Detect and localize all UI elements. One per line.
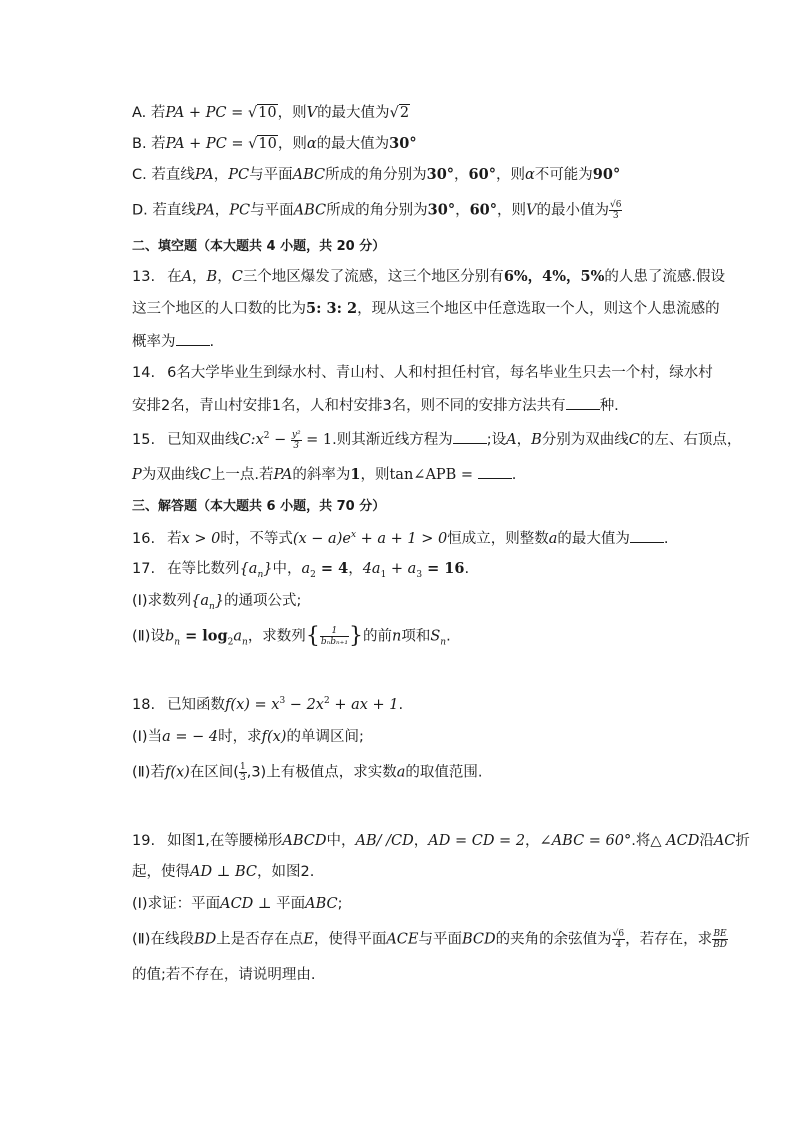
question-number: 19. bbox=[132, 833, 156, 849]
question-17-line-1: 17. 在等比数列$\{a_n\}$中，$a_2 = 4$，$4a_1 + a_3 = 16$. bbox=[132, 560, 470, 580]
question-number: 13. bbox=[132, 269, 156, 285]
question-18-part-2: (Ⅱ)若f(x)在区间( $\frac{1}{3}$ ,3)上有极值点，求实数a的取值范围. bbox=[132, 762, 483, 783]
fraction: $\frac{1}{\text{bₙbₙ₊₁}}$ bbox=[320, 626, 348, 647]
option-label: A. bbox=[132, 105, 147, 121]
section-heading-solutions: 三、解答题（本大题共 6 小题，共 70 分） bbox=[132, 499, 386, 514]
question-number: 14. bbox=[132, 365, 156, 381]
option-a: A. 若PA + PC = √10，则V的最大值为√2 bbox=[132, 105, 410, 121]
question-13-line-3: 概率为 . bbox=[132, 331, 692, 352]
option-label: D. bbox=[132, 202, 148, 219]
question-14-line-2: 安排2名，青山村安排1名，人和村安排3名，则不同的安排方法共有 种. bbox=[132, 395, 692, 416]
section-heading-fill-blank: 二、填空题（本大题共 4 小题，共 20 分） bbox=[132, 239, 386, 254]
question-15-line-2: P为双曲线C上一点.若PA的斜率为1，则tan∠APB = . bbox=[132, 466, 517, 483]
option-label: B. bbox=[132, 136, 147, 152]
question-18-line-1: 18. 已知函数$f(x) = x^3 - 2x^2$ + ax + 1. bbox=[132, 696, 404, 713]
option-c: C. 若直线PA，PC与平面ABC所成的角分别为30°，60°，则α不可能为90° bbox=[132, 166, 621, 183]
question-19-part-1: (Ⅰ)求证：平面ACD ⊥ 平面ABC; bbox=[132, 896, 343, 912]
fraction: $\frac{√6}{3}$ bbox=[610, 200, 622, 221]
question-18-part-1: (Ⅰ)当a = − 4时，求f(x)的单调区间; bbox=[132, 729, 364, 745]
question-13-line-1: 13. 在A，B，C三个地区爆发了流感，这三个地区分别有6%，4%，5%的人患了流感.假设 bbox=[132, 268, 726, 285]
option-label: C. bbox=[132, 167, 147, 183]
question-number: 17. bbox=[132, 561, 156, 577]
question-19-line-1: 19. 如图1,在等腰梯形ABCD中，AB/ /CD，AD = CD = 2，∠ABC = 60°.将△ ACD沿AC折 bbox=[132, 833, 750, 849]
question-number: 15. bbox=[132, 432, 156, 448]
fraction: $\frac{BE}{BD}$ bbox=[713, 929, 727, 950]
answer-blank bbox=[453, 429, 487, 444]
question-17-part-1: (Ⅰ)求数列$\{a_n\}$的通项公式; bbox=[132, 593, 302, 612]
question-19-part-2: (Ⅱ)在线段BD上是否存在点E，使得平面ACE与平面BCD的夹角的余弦值为 $\frac{√6}{4}$ ，若存在，求 $\frac{BE}{BD}$ bbox=[132, 929, 727, 950]
answer-blank bbox=[478, 464, 512, 479]
question-number: 16. bbox=[132, 531, 156, 547]
answer-blank bbox=[630, 528, 664, 543]
question-13-line-2: 这三个地区的人口数的比为5: 3: 2，现从这三个地区中任意选取一个人，则这个人患流感的 bbox=[132, 300, 720, 317]
question-16: 16. 若x > 0时，不等式$(x - a)e^x + a + 1 > 0$恒成立，则整数a的最大值为 . bbox=[132, 528, 692, 549]
question-19-line-3: 的值;若不存在，请说明理由. bbox=[132, 967, 316, 983]
question-number: 18. bbox=[132, 697, 156, 713]
question-14-line-1: 14. 6名大学毕业生到绿水村、青山村、人和村担任村官，每名毕业生只去一个村，绿水村 bbox=[132, 365, 713, 381]
option-b: B. 若PA + PC = √10，则α的最大值为30° bbox=[132, 135, 417, 152]
answer-blank bbox=[176, 331, 210, 346]
question-19-line-2: 起，使得AD ⊥ BC，如图2. bbox=[132, 864, 315, 880]
option-d: D. 若直线PA，PC与平面ABC所成的角分别为30°，60°，则V的最小值为 $\frac{√6}{3}$ bbox=[132, 200, 622, 221]
fraction: $\frac{√6}{4}$ bbox=[612, 929, 625, 950]
fraction: $\frac{1}{3}$ bbox=[239, 762, 246, 783]
question-15-line-1: 15. 已知双曲线$C:x^2$ − $\frac{\text{y²}}{3}$ = 1.则其渐近线方程为 ;设A，B分别为双曲线C的左、右顶点， bbox=[132, 429, 742, 451]
question-17-part-2: (Ⅱ)设$b_n = \log_2a_n$，求数列{ $\frac{1}{\text{bₙbₙ₊₁}}$ }的前n项和$S_n$. bbox=[132, 623, 451, 649]
answer-blank bbox=[566, 395, 600, 410]
fraction: $\frac{\text{y²}}{3}$ bbox=[291, 429, 301, 451]
